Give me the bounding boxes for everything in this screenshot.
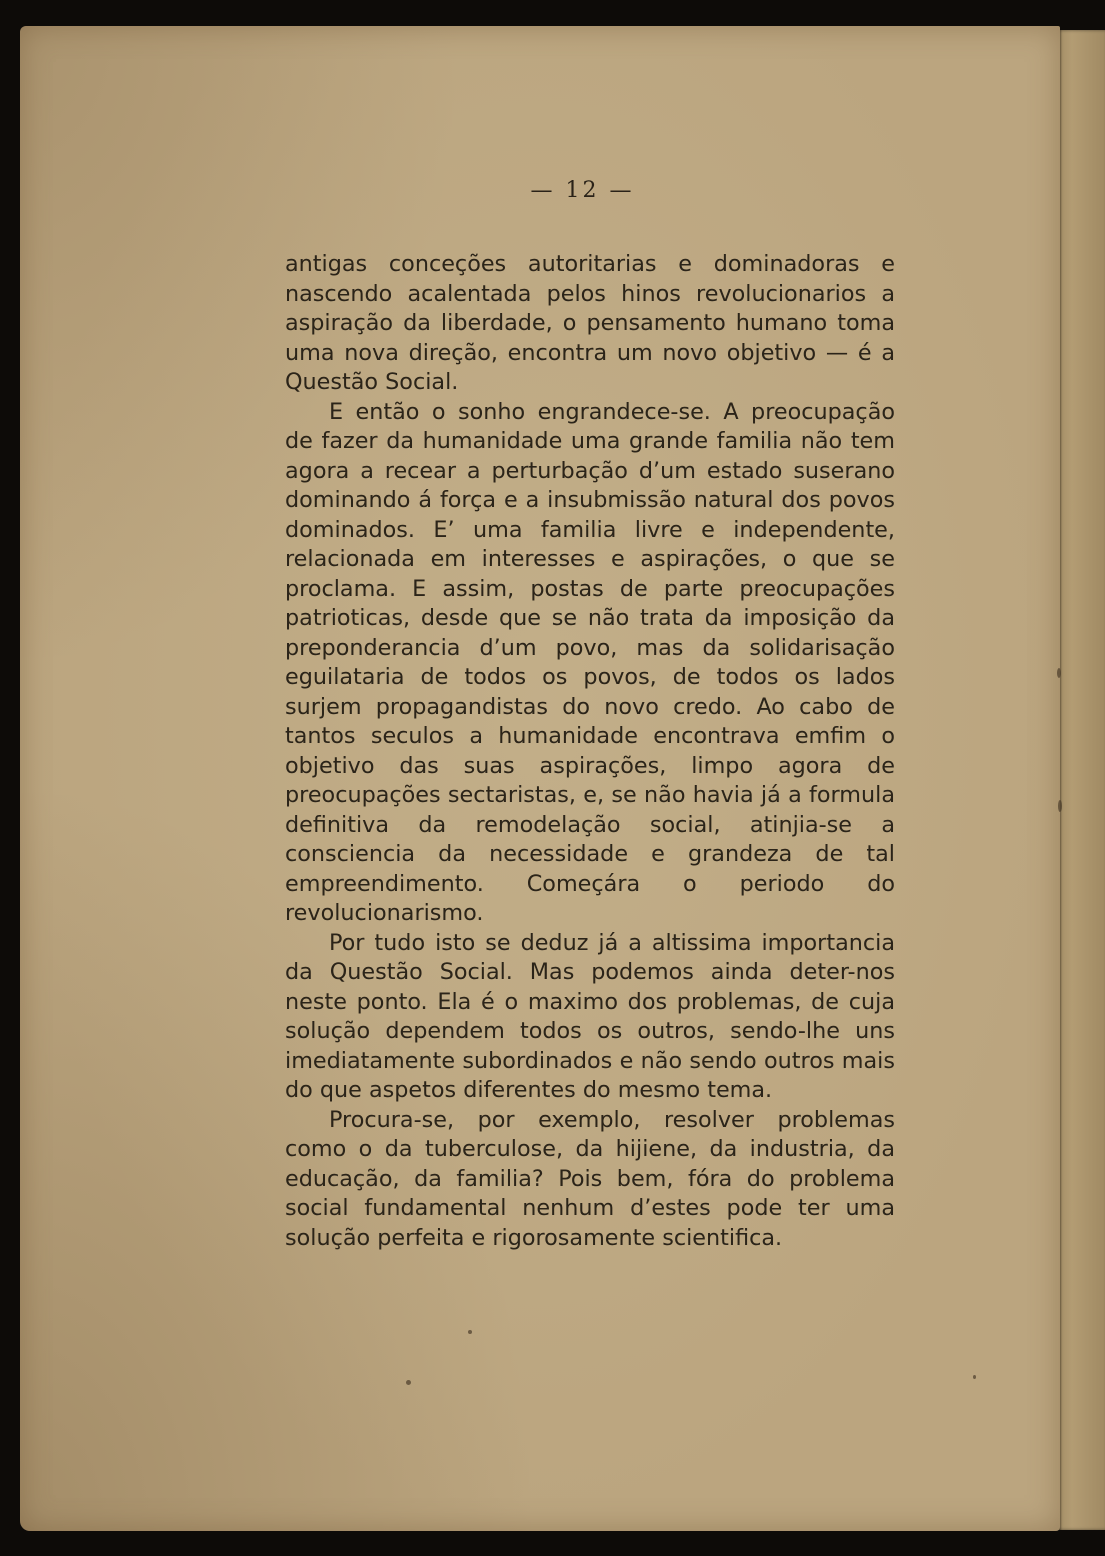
paper-speck xyxy=(406,1380,411,1385)
paper-speck xyxy=(973,1375,976,1379)
body-text xyxy=(285,250,895,1253)
paragraph-2: E então o sonho engrandece-se. A preocupação de fazer da humanidade uma grande familia não tem agora a recear a perturbação d’um estado suserano dominando á força e a insubmissão natural dos povos dominados. E’ uma familia livre e independente, relacionada em interesses e aspirações, o que se proclama. E assim, postas de parte preocupações patrioticas, desde que se não trata da imposição da preponderancia d’um povo, mas da solidarisação eguilataria de todos os povos, de todos os lados surjem propagandistas do novo credo. Ao cabo de tantos seculos a humanidade encontrava emfim o objetivo das suas aspirações, limpo agora de preocupações sectaristas, e, se não havia já a formula definitiva da remodelação social, atinjia-se a consciencia da necessidade e grandeza de tal empreendimento. Começára o periodo do revolucionarismo. xyxy=(285,398,895,926)
paper-speck xyxy=(468,1330,472,1334)
paper-speck xyxy=(1058,800,1062,812)
page-number: — 12 — xyxy=(530,178,635,203)
paragraph-1: antigas conceções autoritarias e dominadoras e nascendo acalentada pelos hinos revolucionarios a aspiração da liberdade, o pensamento humano toma uma nova direção, encontra um novo objetivo — é a Questão Social. xyxy=(285,251,895,395)
paragraph-3: Por tudo isto se deduz já a altissima importancia da Questão Social. Mas podemos ainda deter-nos neste ponto. Ela é o maximo dos problemas, de cuja solução dependem todos os outros, sendo-lhe uns imediatamente subordinados e não sendo outros mais do que aspetos diferentes do mesmo tema. xyxy=(285,929,895,1103)
paper-speck xyxy=(1057,668,1061,678)
paragraph-4: Procura-se, por exemplo, resolver problemas como o da tuberculose, da hijiene, da industria, da educação, da familia? Pois bem, fóra do problema social fundamental nenhum d’estes pode ter uma solução perfeita e rigorosamente scientifica. xyxy=(285,1106,895,1251)
adjacent-page-edge xyxy=(1058,30,1105,1530)
